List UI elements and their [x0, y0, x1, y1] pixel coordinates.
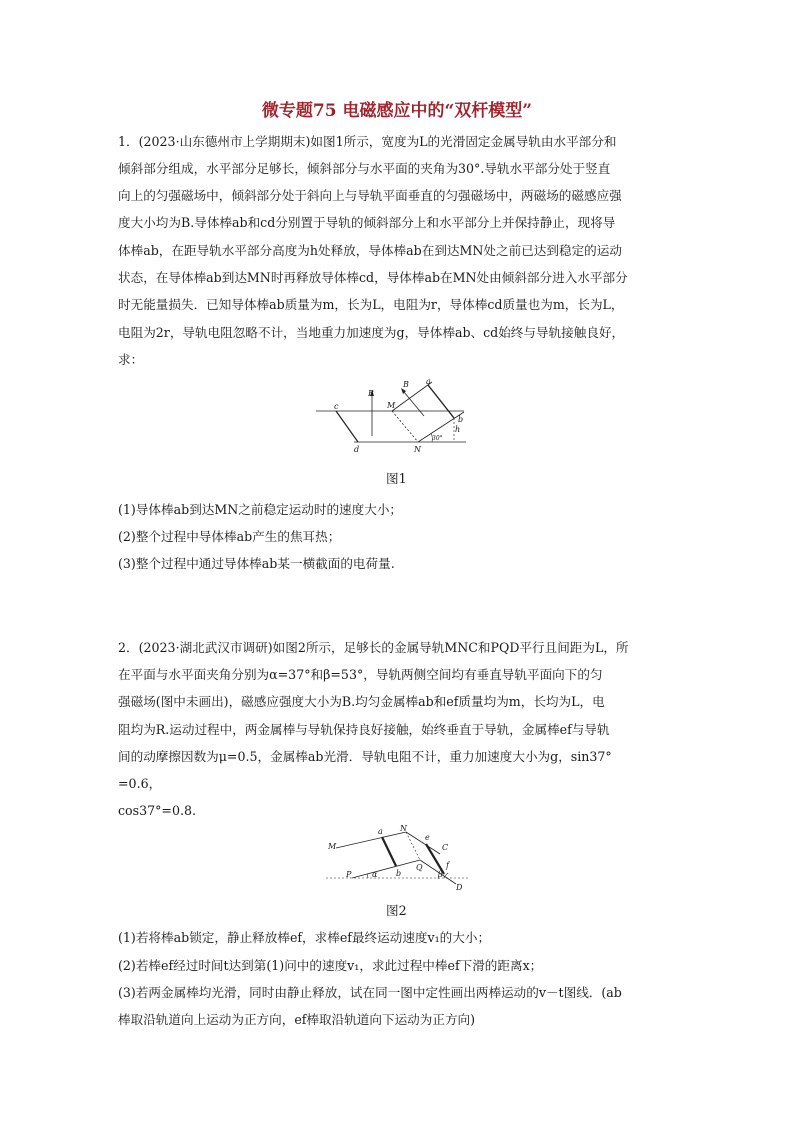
- problem-2-line: 间的动摩擦因数为μ=0.5，金属棒ab光滑．导轨电阻不计，重力加速度大小为g，sin37°: [118, 749, 612, 764]
- problem-2-line: 强磁场(图中未画出)，磁感应强度大小为B.均匀金属棒ab和ef质量均为m，长均为L，电: [118, 694, 605, 709]
- figure-1-label-B2: B: [403, 380, 409, 389]
- problem-2-line: 2．(2023·湖北武汉市调研)如图2所示，足够长的金属导轨MNC和PQD平行且间距为L，所: [118, 640, 629, 655]
- figure-2-label-e: e: [425, 833, 430, 842]
- problem-2-line: 阻均为R.运动过程中，两金属棒与导轨保持良好接触，始终垂直于导轨，金属棒ef与导轨: [118, 722, 610, 737]
- figure-1-label-a: a: [426, 377, 431, 386]
- figure-1-label-M: M: [387, 401, 396, 410]
- figure-2-caption: 图2: [386, 903, 407, 918]
- figure-1-caption: 图1: [386, 471, 407, 486]
- problem-1-question: (2)整个过程中导体棒ab产生的焦耳热；: [118, 529, 341, 544]
- figure-1-label-c: c: [334, 402, 339, 411]
- figure-1-label-h: h: [455, 425, 461, 434]
- figure-2-label-M: M: [328, 842, 337, 851]
- problem-1-question: (3)整个过程中通过导体棒ab某一横截面的电荷量.: [118, 556, 395, 571]
- problem-2-question: (3)若两金属棒均光滑，同时由静止释放，试在同一图中定性画出两棒运动的v－t图线．(ab: [118, 985, 622, 1000]
- figure-1-label-d: d: [354, 445, 360, 454]
- figure-2-label-N: N: [400, 824, 407, 833]
- problem-2-line: =0.6，: [118, 776, 162, 791]
- problem-2-question: 棒取沿轨道向上运动为正方向，ef棒取沿轨道向下运动为正方向): [118, 1012, 476, 1027]
- figure-2-label-b: b: [396, 869, 402, 878]
- figure-2-label-beta: β: [438, 870, 443, 879]
- figure-2-label-P: P: [346, 870, 352, 879]
- problem-1-line: 电阻为2r，导轨电阻忽略不计，当地重力加速度为g，导体棒ab、cd始终与导轨接触良好，: [118, 325, 625, 340]
- problem-1-line: 倾斜部分组成，水平部分足够长，倾斜部分与水平面的夹角为30°.导轨水平部分处于竖直: [118, 161, 611, 176]
- problem-1-line: 度大小均为B.导体棒ab和cd分别置于导轨的倾斜部分上和水平部分上并保持静止，现将导: [118, 215, 616, 230]
- problem-2-line: 在平面与水平面夹角分别为α=37°和β=53°，导轨两侧空间均有垂直导轨平面向下的匀: [118, 667, 603, 682]
- problem-1-line: 求：: [118, 352, 144, 367]
- figure-2: [322, 820, 472, 892]
- figure-1-label-angle: 30°: [432, 435, 443, 442]
- figure-1-label-N: N: [414, 445, 421, 454]
- problem-2-line: cos37°=0.8.: [118, 803, 197, 818]
- figure-2-label-f: f: [446, 861, 449, 870]
- problem-1-line: 向上的匀强磁场中，倾斜部分处于斜向上与导轨平面垂直的匀强磁场中，两磁场的磁感应强: [118, 188, 622, 203]
- figure-2-label-a: a: [378, 827, 383, 836]
- page-title: 微专题75 电磁感应中的“双杆模型”: [261, 101, 533, 121]
- figure-2-label-D: D: [456, 883, 463, 892]
- figure-2-label-C: C: [442, 843, 449, 852]
- problem-1-line: 1．(2023·山东德州市上学期期末)如图1所示，宽度为L的光滑固定金属导轨由水平部分和: [118, 134, 617, 149]
- problem-1-question: (1)导体棒ab到达MN之前稳定运动时的速度大小；: [118, 502, 403, 517]
- problem-2-question: (2)若棒ef经过时间t达到第(1)问中的速度v₁，求此过程中棒ef下滑的距离x；: [118, 958, 543, 973]
- figure-1: [314, 374, 474, 458]
- figure-2-label-Q: Q: [416, 863, 423, 872]
- problem-2-question: (1)若将棒ab锁定，静止释放棒ef，求棒ef最终运动速度v₁的大小；: [118, 930, 491, 945]
- problem-1-line: 时无能量损失．已知导体棒ab质量为m，长为L，电阻为r，导体棒cd质量也为m，长为L，: [118, 297, 624, 312]
- figure-1-label-b: b: [458, 415, 464, 424]
- figure-2-label-alpha: α: [372, 870, 378, 879]
- problem-1-line: 状态，在导体棒ab到达MN时再释放导体棒cd，导体棒ab在MN处由倾斜部分进入水平部分: [118, 270, 628, 285]
- figure-1-label-B1: B: [368, 389, 374, 398]
- problem-1-line: 体棒ab，在距导轨水平部分高度为h处释放，导体棒ab在到达MN处之前已达到稳定的运动: [118, 243, 622, 258]
